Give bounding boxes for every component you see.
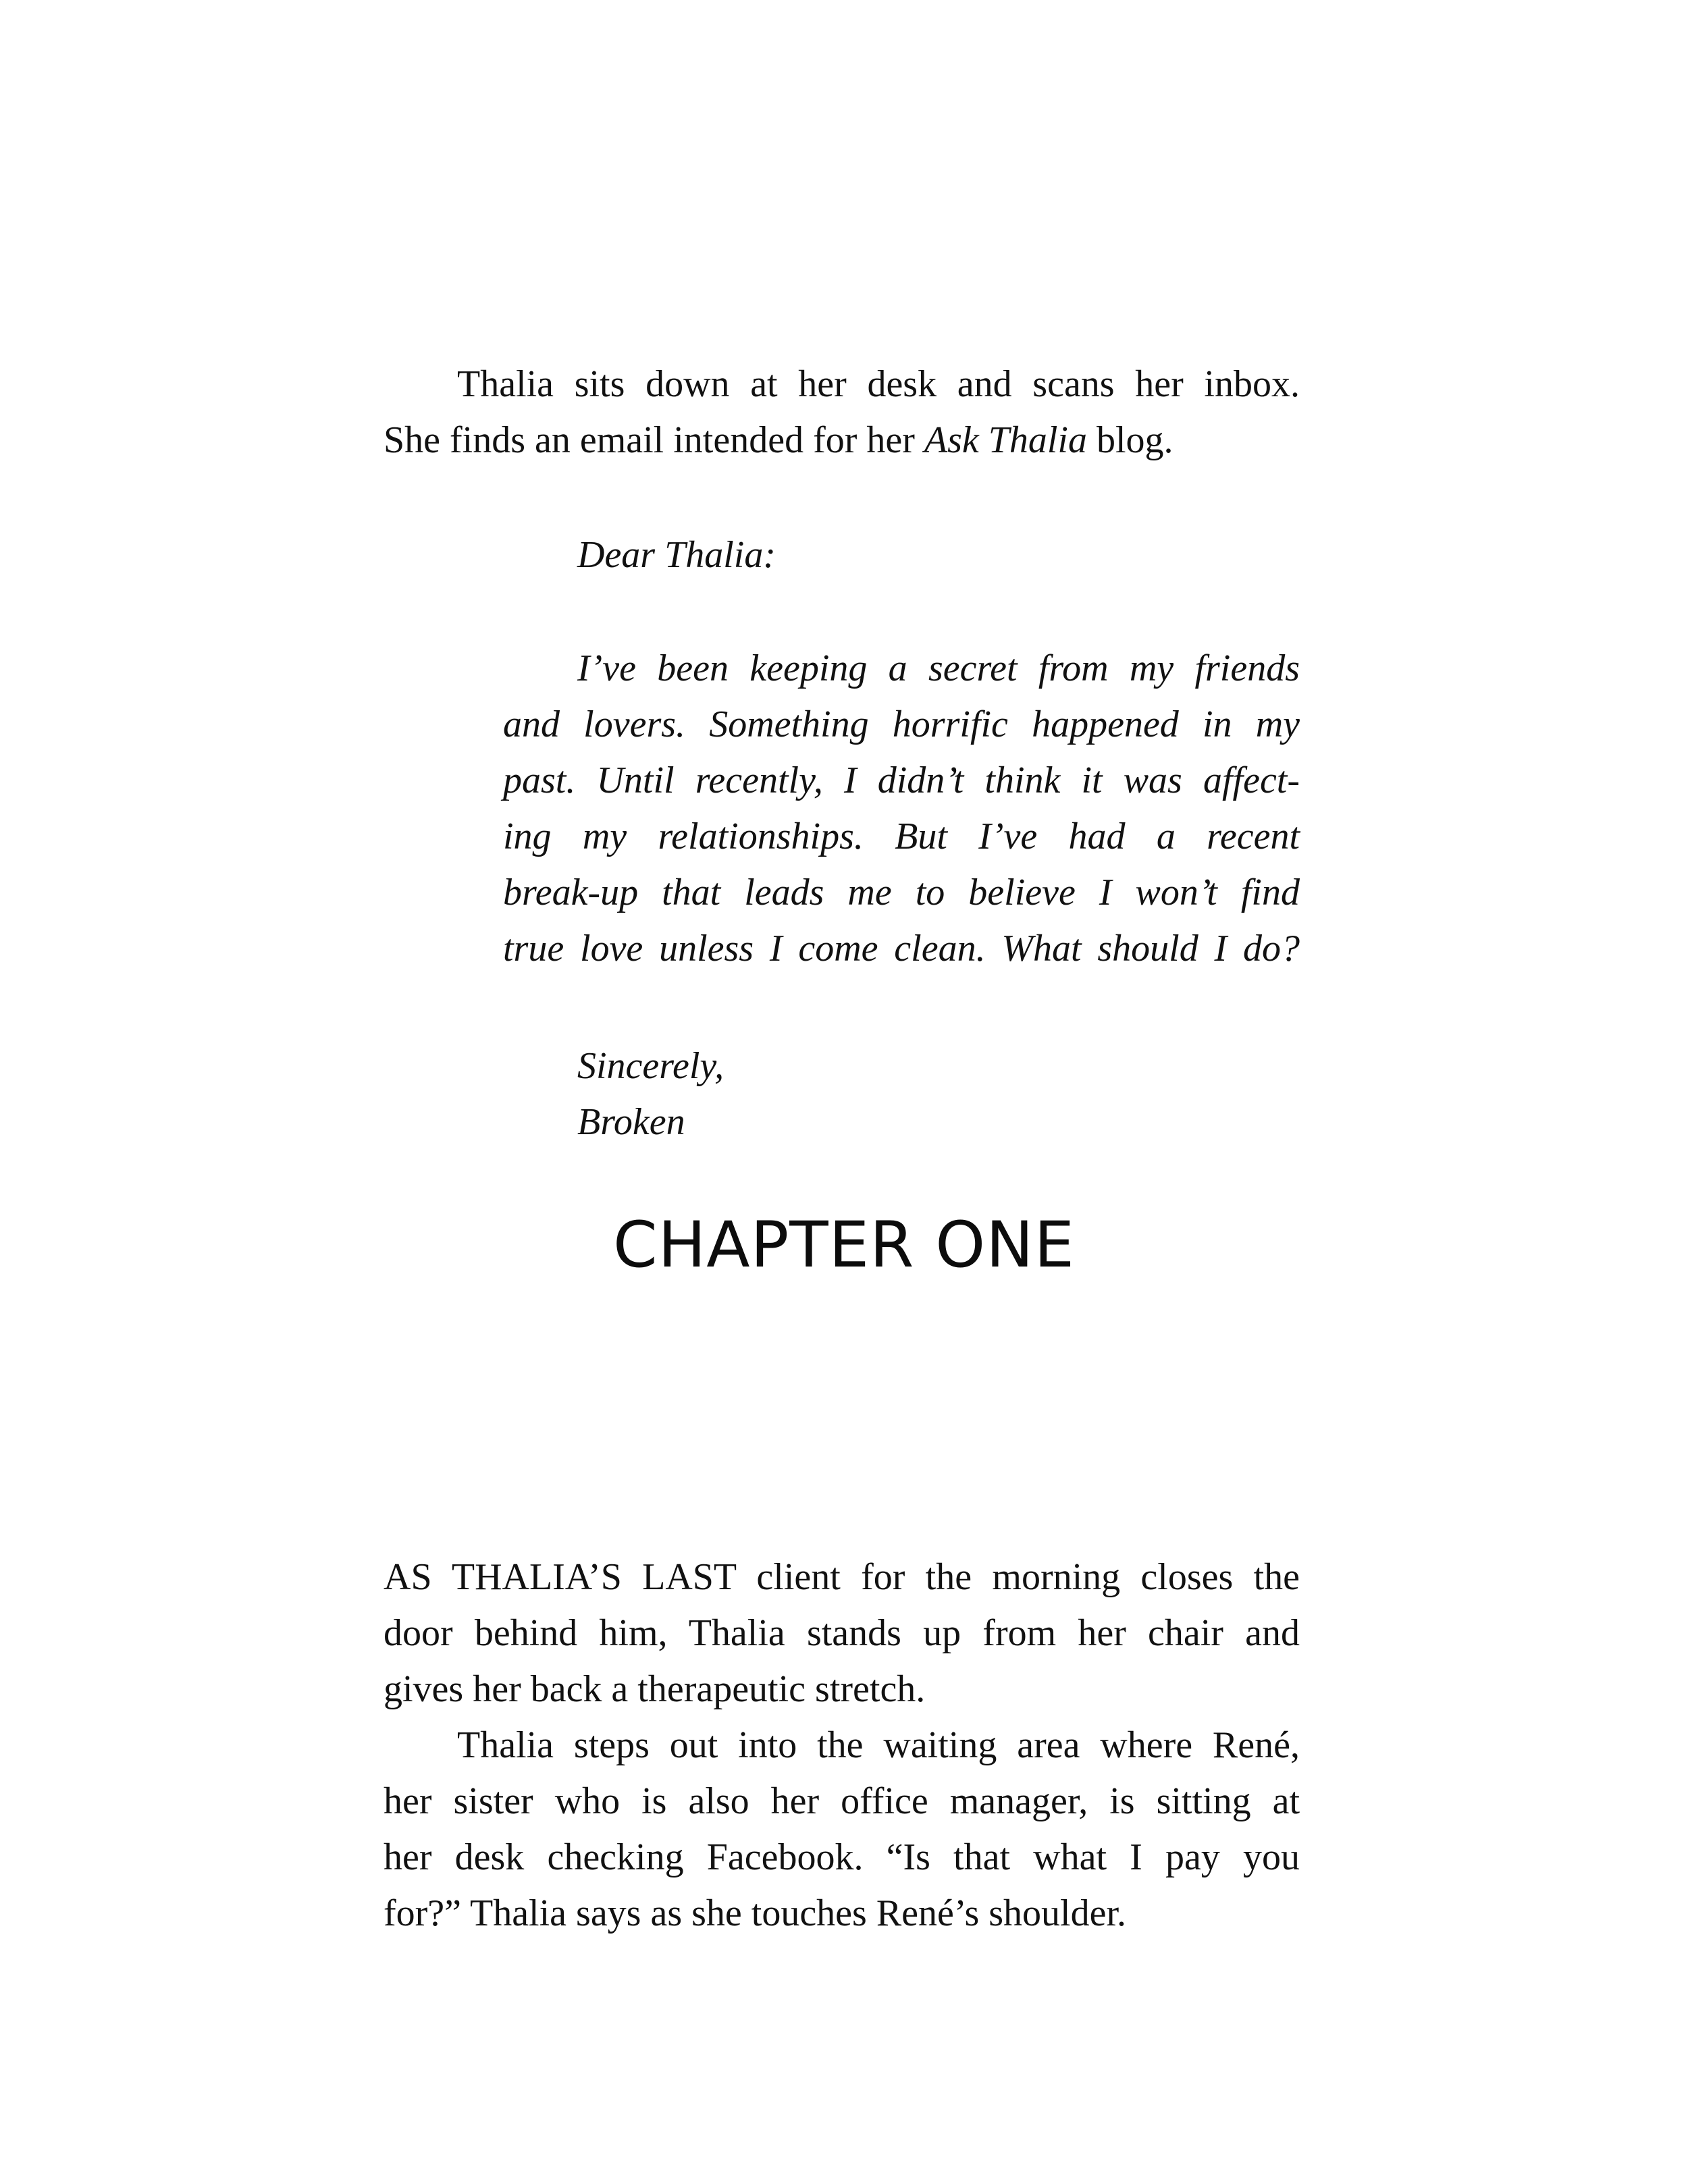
opening-line-2 bbox=[384, 412, 1300, 469]
chapter-heading: CHAPTER ONE bbox=[612, 1208, 1075, 1282]
letter-line-2: and lovers. Something horrific happened in my bbox=[503, 703, 1300, 745]
blog-title: Ask Thalia bbox=[924, 419, 1087, 461]
letter-closing bbox=[577, 1038, 724, 1150]
letter-line-6: true love unless I come clean. What should I do? bbox=[503, 928, 1300, 969]
chapter-p2-line-3: her desk checking Facebook. “Is that what I pay you bbox=[384, 1836, 1300, 1878]
letter-line-4: ing my relationships. But I’ve had a recent bbox=[503, 816, 1300, 857]
letter-salutation: Dear Thalia: bbox=[577, 534, 776, 576]
opening-line-2-text: She finds an email intended for her bbox=[384, 419, 924, 461]
chapter-p1-line-1: AS THALIA’S LAST client for the morning closes the bbox=[384, 1556, 1300, 1598]
letter-line-5: break-up that leads me to believe I won’t find bbox=[503, 872, 1300, 913]
chapter-p1-line-2: door behind him, Thalia stands up from her chair and bbox=[384, 1612, 1300, 1654]
chapter-p2-line-2: her sister who is also her office manager, is sitting at bbox=[384, 1780, 1300, 1822]
chapter-text bbox=[384, 1549, 1300, 1942]
chapter-p1-line-3: gives her back a therapeutic stretch. bbox=[384, 1668, 926, 1710]
letter-body bbox=[503, 641, 1300, 977]
letter-closing-word: Sincerely, bbox=[577, 1045, 724, 1087]
opening-paragraph bbox=[384, 356, 1300, 469]
opening-line-1: Thalia sits down at her desk and scans her inbox. bbox=[457, 363, 1300, 405]
opening-line-2-end: blog. bbox=[1087, 419, 1173, 461]
letter-line-3: past. Until recently, I didn’t think it was affect- bbox=[503, 760, 1300, 801]
chapter-p2-line-4: for?” Thalia says as she touches René’s shoulder. bbox=[384, 1892, 1127, 1934]
letter-signature: Broken bbox=[577, 1101, 685, 1143]
chapter-p2-line-1: Thalia steps out into the waiting area where René, bbox=[457, 1724, 1300, 1766]
letter-line-1: I’ve been keeping a secret from my friends bbox=[577, 647, 1300, 689]
